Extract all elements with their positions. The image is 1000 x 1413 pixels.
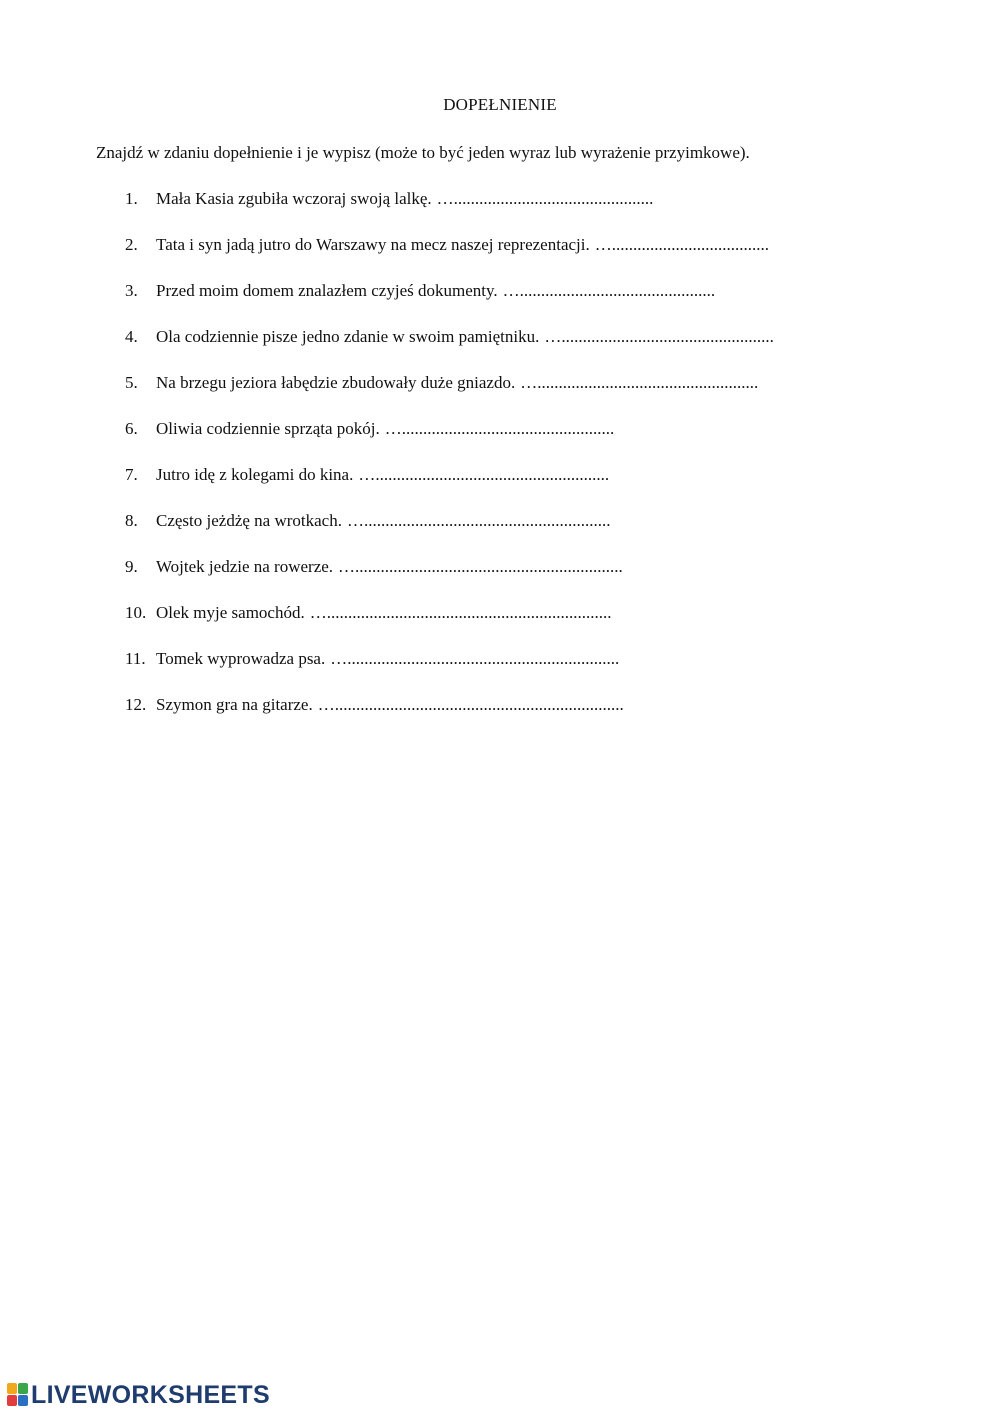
item-number: 5. bbox=[125, 373, 138, 392]
item-number: 8. bbox=[125, 511, 138, 530]
exercise-item-6 bbox=[125, 419, 774, 465]
exercise-item-7 bbox=[125, 465, 774, 511]
exercise-item-12 bbox=[125, 695, 774, 741]
item-sentence: Oliwia codziennie sprząta pokój. bbox=[156, 419, 380, 438]
exercise-list bbox=[125, 189, 774, 741]
instruction-text: Znajdź w zdaniu dopełnienie i je wypisz (może to być jeden wyraz lub wyrażenie przyimkowe). bbox=[96, 143, 750, 162]
exercise-item-2 bbox=[125, 235, 774, 281]
answer-blank[interactable]: ….......................................................... bbox=[346, 511, 611, 530]
item-number: 4. bbox=[125, 327, 138, 346]
item-sentence: Często jeżdżę na wrotkach. bbox=[156, 511, 342, 530]
answer-blank[interactable]: …................................................................ bbox=[330, 649, 620, 668]
item-number: 1. bbox=[125, 189, 138, 208]
answer-blank[interactable]: …....................................................... bbox=[358, 465, 610, 484]
item-sentence: Tata i syn jadą jutro do Warszawy na mecz naszej reprezentacji. bbox=[156, 235, 590, 254]
item-sentence: Przed moim domem znalazłem czyjeś dokumenty. bbox=[156, 281, 498, 300]
item-sentence: Wojtek jedzie na rowerze. bbox=[156, 557, 334, 576]
item-sentence: Olek myje samochód. bbox=[156, 603, 305, 622]
answer-blank[interactable]: …............................................................... bbox=[338, 557, 623, 576]
exercise-item-11 bbox=[125, 649, 774, 695]
exercise-item-3 bbox=[125, 281, 774, 327]
item-sentence: Jutro idę z kolegami do kina. bbox=[156, 465, 354, 484]
page-title: DOPEŁNIENIE bbox=[443, 95, 557, 114]
exercise-item-9 bbox=[125, 557, 774, 603]
item-number: 10. bbox=[125, 603, 147, 622]
answer-blank[interactable]: ….................................................................... bbox=[317, 695, 624, 714]
exercise-item-10 bbox=[125, 603, 774, 649]
exercise-item-5 bbox=[125, 373, 774, 419]
item-number: 3. bbox=[125, 281, 138, 300]
answer-blank[interactable]: ….................................................... bbox=[520, 373, 759, 392]
item-sentence: Szymon gra na gitarze. bbox=[156, 695, 313, 714]
item-number: 9. bbox=[125, 557, 138, 576]
item-number: 7. bbox=[125, 465, 138, 484]
exercise-item-1 bbox=[125, 189, 774, 235]
exercise-item-4 bbox=[125, 327, 774, 373]
answer-blank[interactable]: …..................................... bbox=[594, 235, 769, 254]
exercise-item-8 bbox=[125, 511, 774, 557]
item-sentence: Tomek wyprowadza psa. bbox=[156, 649, 326, 668]
item-number: 6. bbox=[125, 419, 138, 438]
item-sentence: Mała Kasia zgubiła wczoraj swoją lalkę. bbox=[156, 189, 432, 208]
answer-blank[interactable]: ….............................................. bbox=[502, 281, 716, 300]
answer-blank[interactable]: ….................................................. bbox=[384, 419, 615, 438]
answer-blank[interactable]: …................................................................... bbox=[309, 603, 612, 622]
liveworksheets-logo[interactable] bbox=[7, 1381, 270, 1409]
liveworksheets-blocks-icon bbox=[7, 1383, 29, 1407]
answer-blank[interactable]: …............................................... bbox=[436, 189, 654, 208]
answer-blank[interactable]: ….................................................. bbox=[544, 327, 774, 346]
item-sentence: Ola codziennie pisze jedno zdanie w swoim pamiętniku. bbox=[156, 327, 540, 346]
item-number: 12. bbox=[125, 695, 147, 714]
item-number: 2. bbox=[125, 235, 138, 254]
item-number: 11. bbox=[125, 649, 146, 668]
item-sentence: Na brzegu jeziora łabędzie zbudowały duże gniazdo. bbox=[156, 373, 516, 392]
logo-text: LIVEWORKSHEETS bbox=[31, 1380, 270, 1409]
